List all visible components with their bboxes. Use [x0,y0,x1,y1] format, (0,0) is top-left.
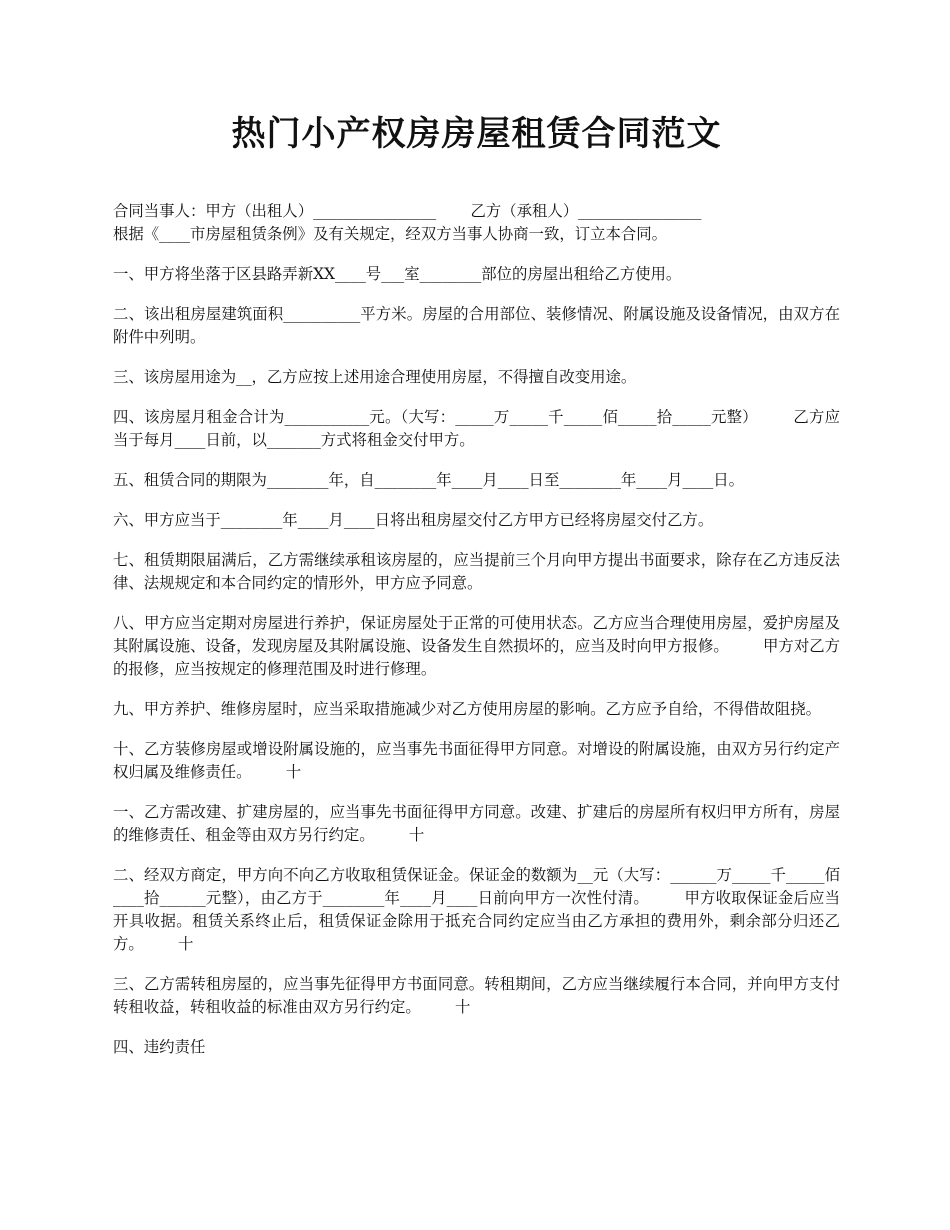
clause-paragraph: 一、甲方将坐落于区县路弄新XX____号___室________部位的房屋出租给乙方使用。 [113,265,682,283]
clause-paragraph: 七、租赁期限届满后，乙方需继续承租该房屋的，应当提前三个月向甲方提出书面要求，除存在乙方违反法律、法规规定和本合同约定的情形外，甲方应予同意。 [113,551,840,592]
page-title: 热门小产权房房屋租赁合同范文 [231,114,722,154]
clause-paragraph: 三、乙方需转租房屋的，应当事先征得甲方书面同意。转租期间，乙方应当继续履行本合同，并向甲方支付转租收益，转租收益的标准由双方另行约定。 十 [113,975,840,1016]
clause-paragraph: 三、该房屋用途为__，乙方应按上述用途合理使用房屋，不得擅自改变用途。 [113,368,637,386]
clause-paragraph: 五、租赁合同的期限为________年，自________年____月____日至________年____月____日。 [113,471,745,489]
clause-paragraph: 九、甲方养护、维修房屋时，应当采取措施减少对乙方使用房屋的影响。乙方应予自给，不得借故阻挠。 [113,700,821,718]
clause-paragraph: 四、该房屋月租金合计为___________元。（大写：_____万_____千_____佰_____拾_____元整） 乙方应当于每月____日前，以_______方式将租金交付甲方。 [113,408,840,449]
clause-paragraph: 二、该出租房屋建筑面积__________平方米。房屋的合用部位、装修情况、附属设施及设备情况，由双方在附件中列明。 [113,305,840,346]
clause-paragraph: 四、违约责任 [113,1038,206,1056]
clause-paragraph: 一、乙方需改建、扩建房屋的，应当事先书面征得甲方同意。改建、扩建后的房屋所有权归甲方所有，房屋的维修责任、租金等由双方另行约定。 十 [113,803,840,844]
parties-line: 合同当事人：甲方（出租人）________________ 乙方（承租人）________________ [113,202,702,220]
clause-paragraph: 六、甲方应当于________年____月____日将出租房屋交付乙方甲方已经将房屋交付乙方。 [113,511,714,529]
clause-paragraph: 八、甲方应当定期对房屋进行养护，保证房屋处于正常的可使用状态。乙方应当合理使用房屋，爱护房屋及其附属设施、设备，发现房屋及其附属设施、设备发生自然损坏的，应当及时向甲方报修。 甲方对乙方的报修，应当按规定的修理范围及时进行修理。 [113,614,840,678]
clause-paragraph: 十、乙方装修房屋或增设附属设施的，应当事先书面征得甲方同意。对增设的附属设施，由双方另行约定产权归属及维修责任。 十 [113,740,840,781]
clause-paragraph: 二、经双方商定，甲方向不向乙方收取租赁保证金。保证金的数额为__元（大写：______万_____千_____佰____拾______元整），由乙方于________年____月____日前向甲方一次性付清。 甲方收取保证金后应当开具收据。租赁关系终止后，租赁保证金除用于抵充合同约定应当由乙方承担的费用外，剩余部分归还乙方。 十 [113,866,840,953]
basis-line: 根据《____市房屋租赁条例》及有关规定，经双方当事人协商一致，订立本合同。 [113,225,668,243]
